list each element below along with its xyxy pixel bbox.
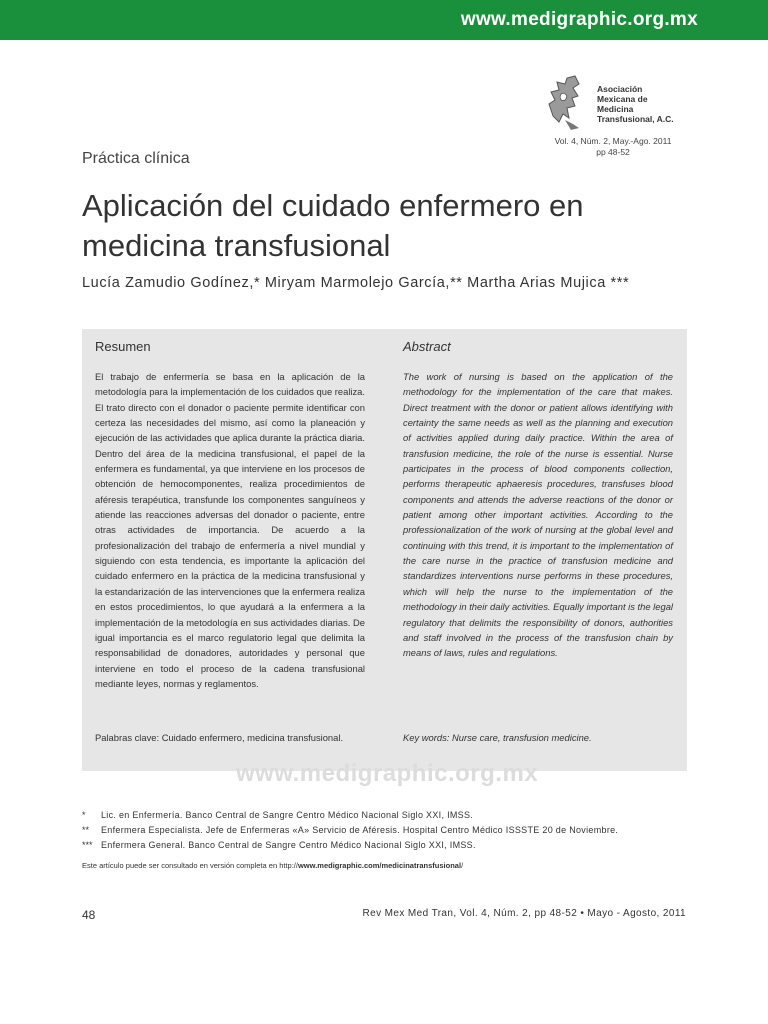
volume-info: Vol. 4, Núm. 2, May.-Ago. 2011 pp 48-52 — [554, 136, 672, 157]
footnote: ** Enfermera Especialista. Jefe de Enfermeras «A» Servicio de Aféresis. Hospital Centro Médico ISSSTE 20 de Noviembre. — [82, 825, 619, 835]
abstract-text: The work of nursing is based on the application of the methodology for the implementation of the care that makes. Direct treatment with the donor or patient allows identifying with certainty the same needs as well as the planning and execution of activities applied during daily practice. Within the area of transfusion medicine, the role of the nurse is essential. Nurse participates in the process of blood components collection, performs therapeutic aphaeresis procedures, transfuses blood components and attends the adverse reactions of the donor or patient among other important activities. According to the professionalization of the work of nursing at the global level and continuing with this trend, it is important to the implementation of the care nurse in the practice of transfusion medicine and standardizes interventions nurse performs in these procedures, which will help the nurse to the implementation of the methodology in their daily activities. Equally important is the legal regulatory that delimits the responsibility of donors, authorities and staff involved in the process of the transfusion chain by means of laws, rules and regulations. — [403, 371, 673, 659]
resumen-keywords: Palabras clave: Cuidado enfermero, medicina transfusional. — [95, 732, 344, 743]
footnotes — [82, 810, 702, 855]
footnote: *** Enfermera General. Banco Central de Sangre Centro Médico Nacional Siglo XXI, IMSS. — [82, 840, 476, 850]
watermark-text: www.medigraphic.org.mx — [236, 760, 539, 787]
resumen-heading: Resumen — [95, 339, 151, 354]
resumen-text: El trabajo de enfermería se basa en la aplicación de la metodología para la implementación de los cuidados que realiza. El trato directo con el donador o paciente permite identificar con certeza las necesidades del mismo, así como la planeación y ejecución de las actividades que aplica durante la práctica diaria. Dentro del área de la medicina transfusional, el papel de la enfermera es fundamental, ya que interviene en los procesos de obtención de hemocomponentes, realiza procedimientos de aféresis terapéutica, transfunde los componentes sanguíneos y atiende las reacciones adversas del donador o paciente, entre otras actividades de importancia. De acuerdo a la profesionalización del trabajo de enfermería a nivel mundial y siguiendo con esta tendencia, es importante la aplicación del cuidado enfermero en la práctica de la medicina transfusional y la estandarización de las intervenciones que la enfermera realiza en estos procedimientos, lo que ayudará a la enfermera a la implementación de la metodología en sus actividades diarias. De igual importancia es el marco regulatorio legal que delimita la responsabilidad de donadores, autoridades y personal que interviene en todo el proceso de la cadena transfusional mediante leyes, normas y reglamentos. — [95, 371, 365, 689]
association-logo — [545, 74, 705, 134]
association-name: Asociación Mexicana de Medicina Transfusional, A.C. — [597, 84, 674, 124]
footnote: * Lic. en Enfermería. Banco Central de Sangre Centro Médico Nacional Siglo XXI, IMSS. — [82, 810, 474, 820]
section-label: Práctica clínica — [82, 150, 190, 167]
abstract-heading: Abstract — [403, 339, 451, 354]
journal-citation: Rev Mex Med Tran, Vol. 4, Núm. 2, pp 48-52 • Mayo - Agosto, 2011 — [362, 908, 686, 919]
site-url-link[interactable]: www.medigraphic.org.mx — [460, 9, 698, 30]
availability-note: Este artículo puede ser consultado en versión completa en http://www.medigraphic.com/medicinatransfusional/ — [82, 861, 464, 870]
site-header-bar — [0, 0, 768, 40]
abstract-keywords: Key words: Nurse care, transfusion medicine. — [403, 732, 592, 743]
article-authors: Lucía Zamudio Godínez,* Miryam Marmolejo García,** Martha Arias Mujica *** — [82, 275, 630, 291]
abstract-box — [82, 329, 687, 771]
mexico-map-icon — [545, 74, 595, 134]
page-number: 48 — [82, 908, 96, 922]
article-title: Aplicación del cuidado enfermero en medicina transfusional — [82, 188, 584, 263]
journal-url-link[interactable]: www.medigraphic.com/medicinatransfusional — [297, 861, 462, 870]
